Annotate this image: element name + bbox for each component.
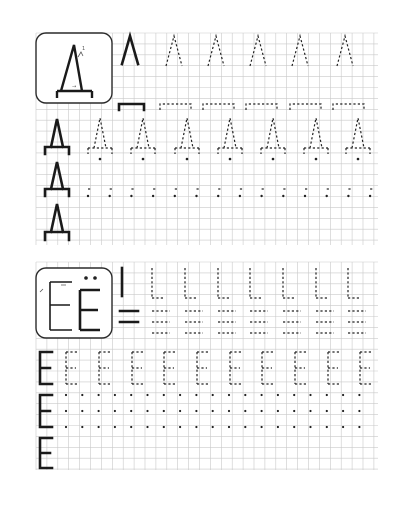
trace-row-yo-2 [40,352,372,384]
dashed-letter-e [360,352,372,384]
dashed-letter-d [88,118,112,154]
sample-box-d [36,33,112,103]
dashed-letter-e [164,352,176,384]
dashed-letter-e [230,352,242,384]
dashed-stroke [292,36,308,66]
dashed-letter-d [175,118,199,154]
dashed-letter-e [197,352,209,384]
solid-letter-e [40,352,52,384]
dashed-letter-e [295,352,307,384]
svg-text:1: 1 [82,46,86,52]
dashed-letter-e [99,352,111,384]
trace-row-yo-3 [40,394,361,468]
trace-row-d-1 [122,36,353,66]
trace-row-d-2 [45,104,370,160]
dashed-letter-d [304,118,328,154]
dashed-letter-e [328,352,340,384]
trace-row-d-3 [45,162,374,197]
dashed-letter-e [66,352,78,384]
dashed-letter-d [131,118,155,154]
section-yo [36,268,372,468]
dashed-stroke [337,36,353,66]
svg-text:→: → [72,84,77,90]
dashed-letter-d [346,118,370,154]
sample-box-yo [36,268,112,338]
dashed-stroke [166,36,182,66]
solid-letter-d [45,119,69,154]
dashed-stroke [250,36,266,66]
dashed-letter-e [262,352,274,384]
solid-stroke [122,36,138,64]
section-d [36,33,374,240]
trace-row-d-4 [45,204,69,240]
